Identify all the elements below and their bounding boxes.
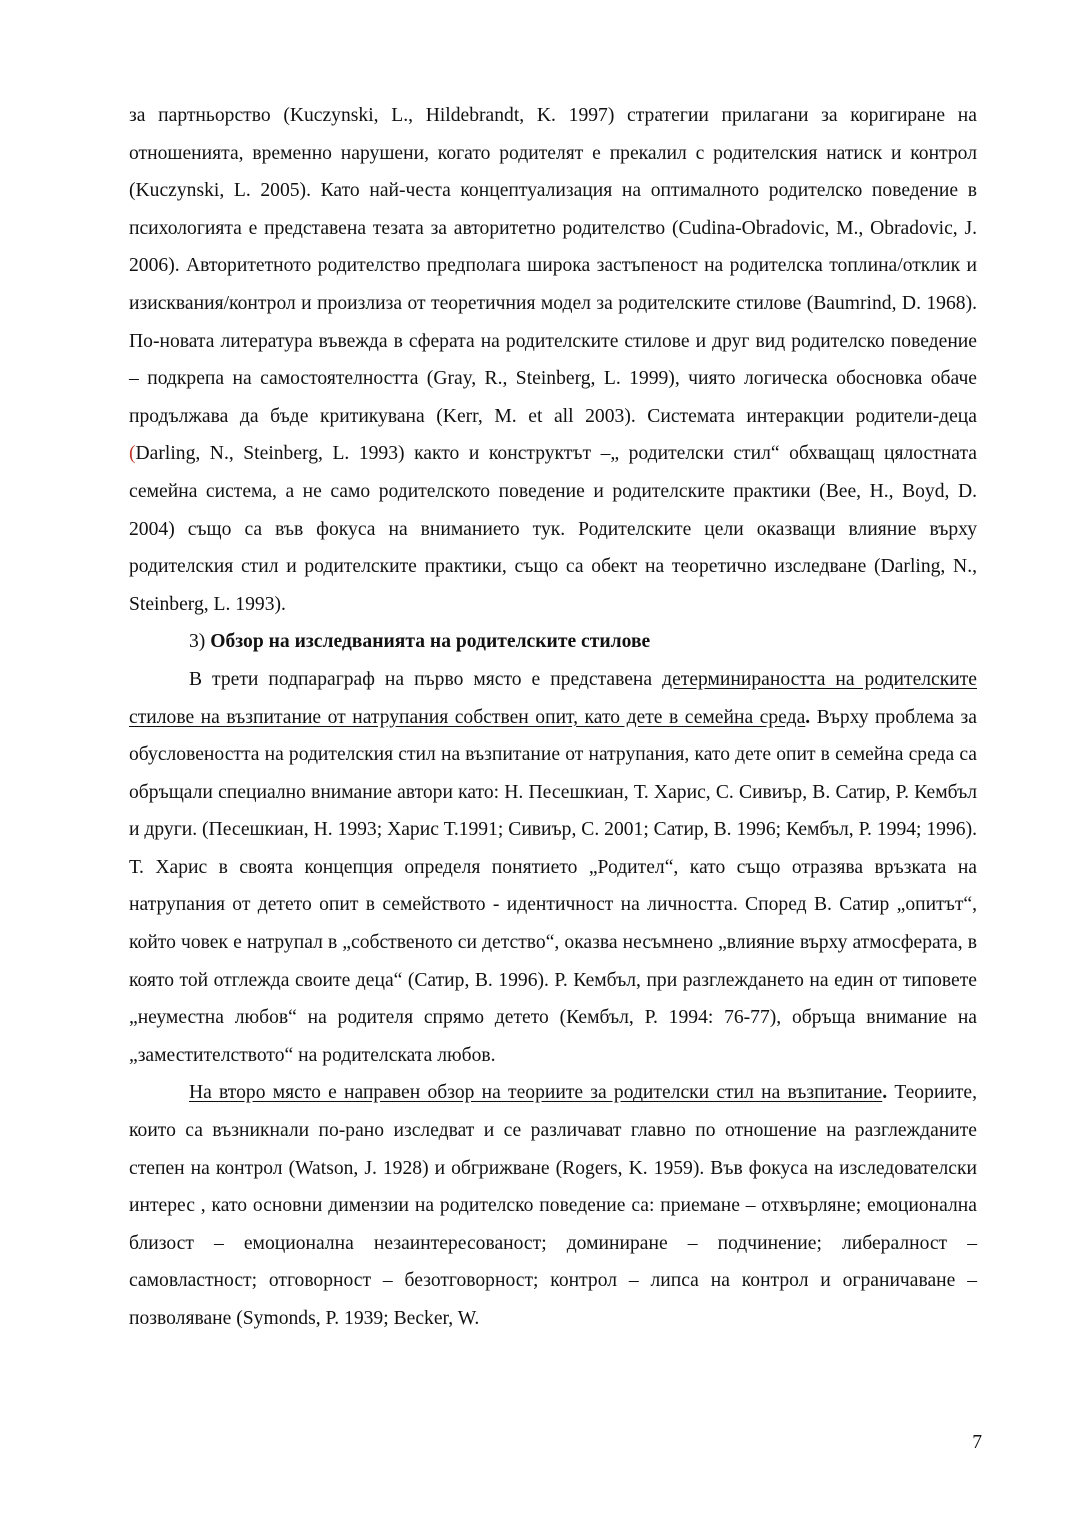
bold-period: . — [882, 1082, 888, 1104]
page-number: 7 — [972, 1432, 982, 1453]
bold-period: . — [805, 706, 811, 728]
paragraph-2-body: Върху проблема за обусловеността на родителския стил на възпитание от натрупания, като дете опит в семейна среда са обръщали специално внимание автори като: Н. Песешкиан, Т. Харис, С. Сивиър, В. Сатир, Р. Кембъл и други. (Песешкиан, Н. 1993; Харис Т.1991; Сивиър, С. 2001; Сатир, В. 1996; Кембъл, Р. 1994; 1996). Т. Харис в своята концепция определя понятието „Родител“, като също отразява връзката на натрупания от детето опит в семейството - идентичност на личността. Според В. Сатир „опитът“, който човек е натрупал в „собственото си детство“, оказва несъмнено „влияние върху атмосферата, в която той отглежда своите деца“ (Сатир, В. 1996). Р. Кембъл, при разглеждането на един от типовете „неуместна любов“ на родителя спрямо детето (Кембъл, Р. 1994: 76-77), обръща внимание на „заместителството“ на родителската любов. — [129, 706, 977, 1066]
underlined-phrase-determination: детерминираността на родителските стилове на възпитание от натрупания собствен опит, като дете в семейна среда — [129, 668, 978, 728]
paragraph-theories-review — [129, 1074, 977, 1337]
paragraph-2-lead: В трети подпараграф на първо място е представена — [189, 668, 663, 690]
paragraph-determination — [129, 661, 977, 1075]
paragraph-3-body: Теориите, които са възникнали по-рано изследват и се различават главно по отношение на разглежданите степен на контрол (Watson, J. 1928) и обгрижване (Rogers, K. 1959). Във фокуса на изследователски интерес , като основни димензии на родителско поведение са: приемане – отхвърляне; емоционална близост – емоционална незаинтересованост; доминиране – подчинение; либералност – самовластност; отговорност – безотговорност; контрол – липса на контрол и ограничаване – позволяване (Symonds, P. 1939; Becker, W. — [129, 1082, 977, 1329]
paragraph-parenting-partnership — [129, 97, 977, 623]
section-title: Обзор на изследванията на родителските стилове — [210, 631, 651, 653]
underlined-phrase-theories: На второ място е направен обзор на теориите за родителски стил на възпитание — [189, 1082, 883, 1104]
section-heading — [129, 623, 977, 661]
red-parenthesis: ( — [129, 443, 136, 465]
document-page — [129, 97, 977, 1338]
paragraph-1-text-start: за партньорство (Kuczynski, L., Hildebrandt, K. 1997) стратегии прилагани за коригиране на отношенията, временно нарушени, когато родителят е прекалил с родителския натиск и контрол (Kuczynski, L. 2005). Като най-честа концептуализация на оптималното родителско поведение в психологията е представена тезата за авторитетно родителство (Cudina-Obradovic, M., Obradovic, J. 2006). Авторитетното родителство предполага широка застъпеност на родителска топлина/отклик и изисквания/контрол и произлиза от теоретичния модел за родителските стилове (Baumrind, D. 1968). По-новата литература въвежда в сферата на родителските стилове и друг вид родителско поведение – подкрепа на самостоятелността (Gray, R., Steinberg, L. 1999), чиято логическа обосновка обаче продължава да бъде критикувана (Kerr, M. et all 2003). Системата интеракции родители-деца — [129, 105, 977, 427]
section-number: 3) — [189, 631, 211, 653]
paragraph-1-text-end: Darling, N., Steinberg, L. 1993) както и конструктът –„ родителски стил“ обхващащ цялостната семейна система, а не само родителското поведение и родителските практики (Bee, H., Boyd, D. 2004) също са във фокуса на вниманието тук. Родителските цели оказващи влияние върху родителския стил и родителските практики, също са обект на теоретично изследване (Darling, N., Steinberg, L. 1993). — [129, 443, 977, 615]
